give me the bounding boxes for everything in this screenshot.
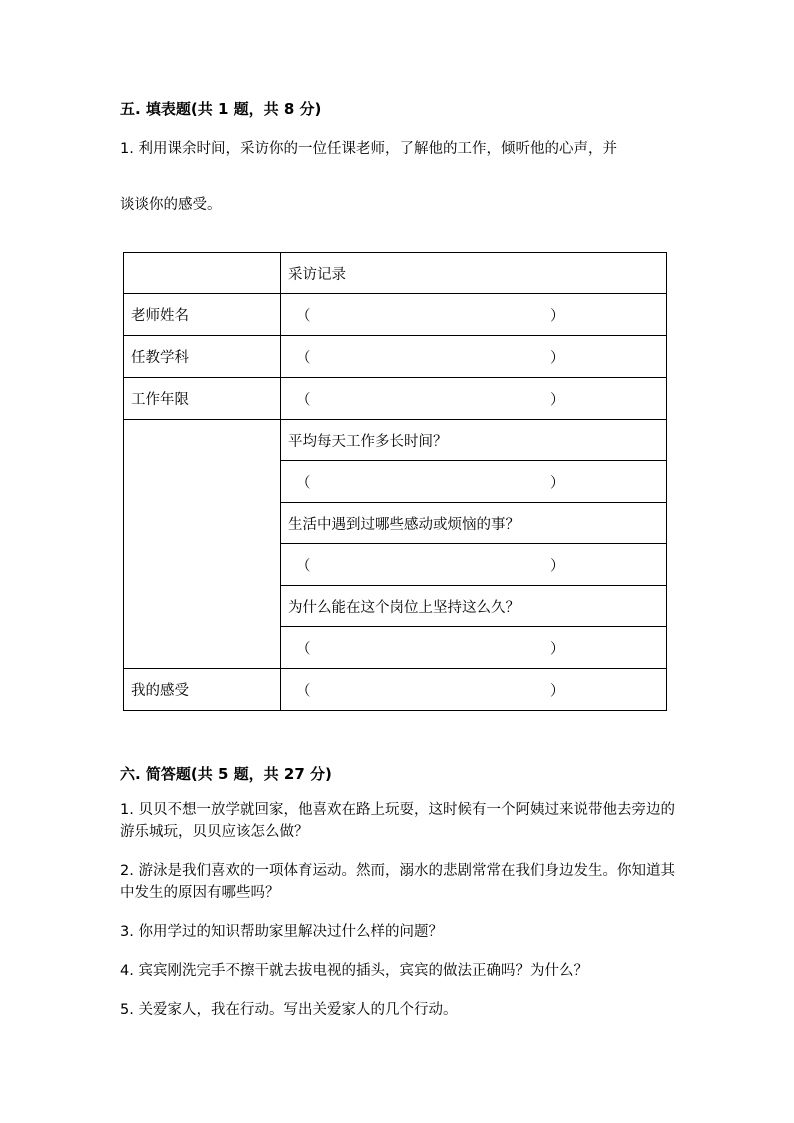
paren-close: ） xyxy=(550,308,565,324)
interview-table xyxy=(123,252,667,711)
table-row xyxy=(124,253,667,294)
short-answer-q4: 4. 宾宾刚洗完手不擦干就去拔电视的插头，宾宾的做法正确吗？为什么？ xyxy=(120,963,588,979)
table-row xyxy=(124,420,667,461)
paren-close: ） xyxy=(550,392,565,408)
table-cell-empty-merged xyxy=(124,420,281,669)
my-feeling-label: 我的感受 xyxy=(124,669,281,711)
my-feeling-answer[interactable] xyxy=(281,669,667,711)
interview-question-3: 为什么能在这个岗位上坚持这么久？ xyxy=(281,586,667,627)
short-answer-q5: 5. 关爱家人，我在行动。写出关爱家人的几个行动。 xyxy=(120,1002,458,1018)
table-row xyxy=(124,294,667,336)
interview-question-2: 生活中遇到过哪些感动或烦恼的事？ xyxy=(281,503,667,544)
interview-answer-1[interactable] xyxy=(281,461,667,503)
interview-answer-3[interactable] xyxy=(281,627,667,669)
section-6-heading: 六. 简答题(共 5 题，共 27 分) xyxy=(120,765,332,783)
section-5-heading: 五. 填表题(共 1 题，共 8 分) xyxy=(120,100,322,118)
question-1-line-1: 1. 利用课余时间，采访你的一位任课老师，了解他的工作，倾听他的心声，并 xyxy=(120,141,617,157)
years-label: 工作年限 xyxy=(124,378,281,420)
interview-answer-2[interactable] xyxy=(281,544,667,586)
teacher-name-label: 老师姓名 xyxy=(124,294,281,336)
paren-close: ） xyxy=(550,350,565,366)
years-answer[interactable] xyxy=(281,378,667,420)
short-answer-q1: 1. 贝贝不想一放学就回家，他喜欢在路上玩耍，这时候有一个阿姨过来说带他去旁边的游乐城玩，贝贝应该怎么做？ xyxy=(120,802,675,840)
paren-open: （ xyxy=(296,475,311,491)
table-row xyxy=(124,669,667,711)
paren-open: （ xyxy=(296,683,311,699)
table-row xyxy=(124,378,667,420)
teacher-name-answer[interactable] xyxy=(281,294,667,336)
table-cell-empty xyxy=(124,253,281,294)
short-answer-q3: 3. 你用学过的知识帮助家里解决过什么样的问题？ xyxy=(120,924,443,940)
interview-record-header: 采访记录 xyxy=(281,253,667,294)
paren-open: （ xyxy=(296,350,311,366)
short-answer-q2: 2. 游泳是我们喜欢的一项体育运动。然而，溺水的悲剧常常在我们身边发生。你知道其中发生的原因有哪些吗？ xyxy=(120,863,675,901)
question-1-line-2: 谈谈你的感受。 xyxy=(120,197,222,213)
paren-close: ） xyxy=(550,683,565,699)
paren-close: ） xyxy=(550,641,565,657)
subject-answer[interactable] xyxy=(281,336,667,378)
paren-open: （ xyxy=(296,392,311,408)
paren-open: （ xyxy=(296,558,311,574)
paren-open: （ xyxy=(296,641,311,657)
interview-question-1: 平均每天工作多长时间？ xyxy=(281,420,667,461)
paren-open: （ xyxy=(296,308,311,324)
paren-close: ） xyxy=(550,475,565,491)
table-row xyxy=(124,336,667,378)
subject-label: 任教学科 xyxy=(124,336,281,378)
paren-close: ） xyxy=(550,558,565,574)
